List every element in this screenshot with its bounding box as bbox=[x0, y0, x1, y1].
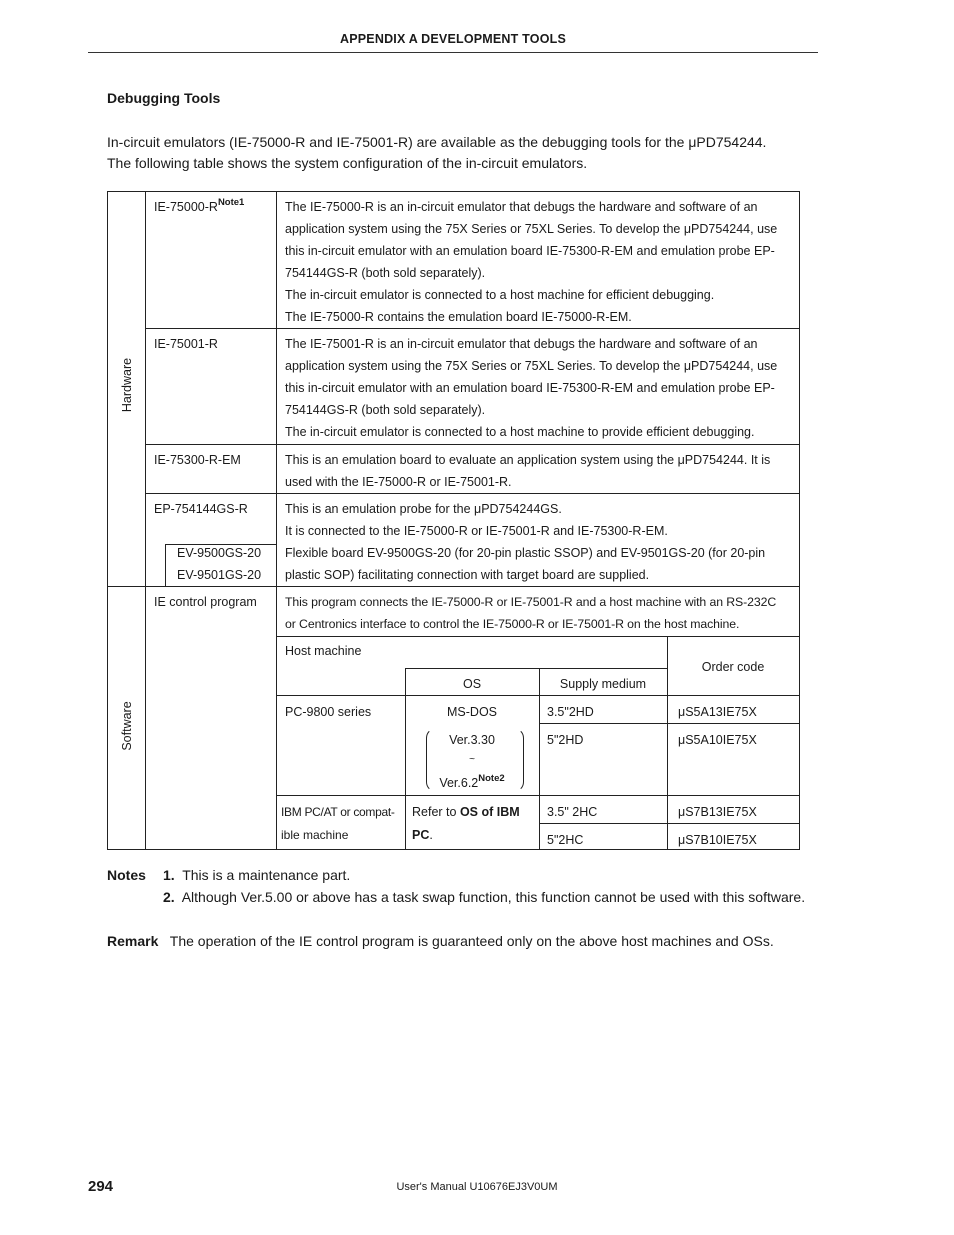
category-hardware: Hardware bbox=[120, 357, 134, 413]
remark-text: The operation of the IE control program is guaranteed only on the above host machines and OSs. bbox=[169, 933, 774, 949]
os-ver-tilde: ~ bbox=[469, 754, 475, 765]
media-5-2hc: 5"2HC bbox=[547, 833, 584, 847]
order-code-s5a13: μS5A13IE75X bbox=[678, 705, 757, 719]
product-name-ie-control-program: IE control program bbox=[154, 595, 257, 609]
row-line bbox=[145, 328, 799, 329]
section-separator bbox=[108, 586, 799, 587]
desc-line: plastic SOP) facilitating connection with target board are supplied. bbox=[285, 568, 650, 582]
refer-link-text: OS of IBM bbox=[459, 805, 520, 819]
desc-line: application system using the 75X Series or 75XL Series. To develop the μPD754244, use bbox=[285, 359, 778, 373]
desc-line: this in-circuit emulator with an emulation board IE-75300-R-EM and emulation probe EP- bbox=[285, 244, 775, 258]
note-2 bbox=[163, 886, 805, 908]
desc-line: The in-circuit emulator is connected to a host machine to provide efficient debugging. bbox=[285, 425, 755, 439]
subtable-top bbox=[276, 636, 799, 637]
desc-line: It is connected to the IE-75000-R or IE-75001-R and IE-75300-R-EM. bbox=[285, 524, 668, 538]
os-ibm-refer-line2 bbox=[412, 824, 433, 846]
subtable-row-line bbox=[276, 795, 799, 796]
subtable-header-order: Order code bbox=[701, 660, 765, 674]
note-text: Although Ver.5.00 or above has a task swap function, this function cannot be used with this software. bbox=[181, 889, 806, 905]
sub-box-left bbox=[165, 544, 166, 586]
order-code-s7b13: μS7B13IE75X bbox=[678, 805, 757, 819]
desc-line: This is an emulation board to evaluate an application system using the μPD754244. It is bbox=[285, 453, 771, 467]
product-name-ev9501: EV-9501GS-20 bbox=[177, 568, 262, 582]
note-ref: Note2 bbox=[478, 773, 505, 784]
host-ibm-line2: ible machine bbox=[281, 828, 349, 842]
header-rule bbox=[88, 52, 818, 53]
intro-paragraph bbox=[107, 132, 827, 174]
product-name-ep: EP-754144GS-R bbox=[154, 502, 248, 516]
remark bbox=[107, 930, 774, 952]
product-name-text: IE-75000-R bbox=[154, 200, 218, 214]
desc-line: 754144GS-R (both sold separately). bbox=[285, 403, 486, 417]
running-header: APPENDIX A DEVELOPMENT TOOLS bbox=[340, 32, 566, 46]
configuration-table bbox=[107, 191, 800, 850]
os-msdos: MS-DOS bbox=[447, 705, 497, 719]
host-pc9800: PC-9800 series bbox=[285, 705, 372, 719]
name-divider bbox=[276, 192, 277, 849]
section-title: Debugging Tools bbox=[107, 90, 221, 106]
manual-id: User's Manual U10676EJ3V0UM bbox=[396, 1181, 558, 1193]
desc-line: or Centronics interface to control the IE-75000-R or IE-75001-R on the host machine. bbox=[285, 617, 740, 631]
subtable-media-line bbox=[539, 723, 799, 724]
desc-line: This is an emulation probe for the μPD754244GS. bbox=[285, 502, 562, 516]
description-ie75001 bbox=[285, 333, 795, 443]
refer-text: Refer to bbox=[412, 805, 457, 819]
desc-line: Flexible board EV-9500GS-20 (for 20-pin plastic SSOP) and EV-9501GS-20 (for 20-pin bbox=[285, 546, 766, 560]
row-line bbox=[145, 493, 799, 494]
os-ibm-refer-line1 bbox=[412, 801, 520, 823]
host-ibm-line1: IBM PC/AT or compat- bbox=[281, 805, 395, 819]
desc-line: The IE-75000-R contains the emulation board IE-75000-R-EM. bbox=[285, 310, 632, 324]
notes-label: Notes bbox=[107, 867, 146, 883]
subtable-media-line bbox=[539, 823, 799, 824]
note-text: This is a maintenance part. bbox=[182, 867, 351, 883]
media-3-5-2hd: 3.5"2HD bbox=[547, 705, 594, 719]
subtable-header-supply: Supply medium bbox=[559, 677, 647, 691]
intro-line-1: In-circuit emulators (IE-75000-R and IE-75001-R) are available as the debugging tools for the μPD754244. bbox=[107, 134, 767, 150]
subtable-header-host: Host machine bbox=[285, 644, 362, 658]
subtable-header-os: OS bbox=[462, 677, 482, 691]
media-3-5-2hc: 3.5" 2HC bbox=[547, 805, 598, 819]
subtable-header-bottom bbox=[276, 695, 799, 696]
desc-line: 754144GS-R (both sold separately). bbox=[285, 266, 486, 280]
media-5-2hd: 5"2HD bbox=[547, 733, 584, 747]
description-ep bbox=[285, 498, 795, 586]
desc-line: This program connects the IE-75000-R or IE-75001-R and a host machine with an RS-232C bbox=[285, 595, 777, 609]
os-ver-to-text: Ver.6.2 bbox=[439, 776, 479, 790]
note-1 bbox=[163, 864, 350, 886]
desc-line: this in-circuit emulator with an emulation board IE-75300-R-EM and emulation probe EP- bbox=[285, 381, 775, 395]
description-ie75300 bbox=[285, 449, 795, 493]
note-number: 2. bbox=[163, 889, 175, 905]
category-software: Software bbox=[120, 701, 134, 751]
desc-line: application system using the 75X Series or 75XL Series. To develop the μPD754244, use bbox=[285, 222, 778, 236]
order-code-s7b10: μS7B10IE75X bbox=[678, 833, 757, 847]
remark-label: Remark bbox=[107, 933, 159, 949]
note-ref: Note1 bbox=[217, 197, 245, 208]
product-name-ie75300: IE-75300-R-EM bbox=[154, 453, 241, 467]
description-ie-control-program bbox=[285, 591, 797, 635]
subtable-os-line bbox=[405, 668, 667, 669]
description-ie75000 bbox=[285, 196, 795, 328]
product-name-ev9500: EV-9500GS-20 bbox=[177, 546, 262, 560]
desc-line: The IE-75001-R is an in-circuit emulator that debugs the hardware and software of an bbox=[285, 337, 758, 351]
note-number: 1. bbox=[163, 867, 175, 883]
product-name-ie75000 bbox=[154, 196, 244, 218]
product-name-ie75001: IE-75001-R bbox=[154, 337, 218, 351]
order-code-s5a10: μS5A10IE75X bbox=[678, 733, 757, 747]
row-line bbox=[145, 444, 799, 445]
intro-line-2: The following table shows the system configuration of the in-circuit emulators. bbox=[107, 155, 588, 171]
desc-line: used with the IE-75000-R or IE-75001-R. bbox=[285, 475, 512, 489]
page-number: 294 bbox=[88, 1178, 114, 1195]
refer-period: . bbox=[429, 828, 433, 842]
os-ver-from: Ver.3.30 bbox=[449, 733, 495, 747]
category-divider bbox=[145, 192, 146, 849]
desc-line: The in-circuit emulator is connected to a host machine for efficient debugging. bbox=[285, 288, 715, 302]
refer-link-text: PC bbox=[412, 828, 430, 842]
os-ver-to bbox=[405, 772, 539, 794]
desc-line: The IE-75000-R is an in-circuit emulator that debugs the hardware and software of an bbox=[285, 200, 758, 214]
